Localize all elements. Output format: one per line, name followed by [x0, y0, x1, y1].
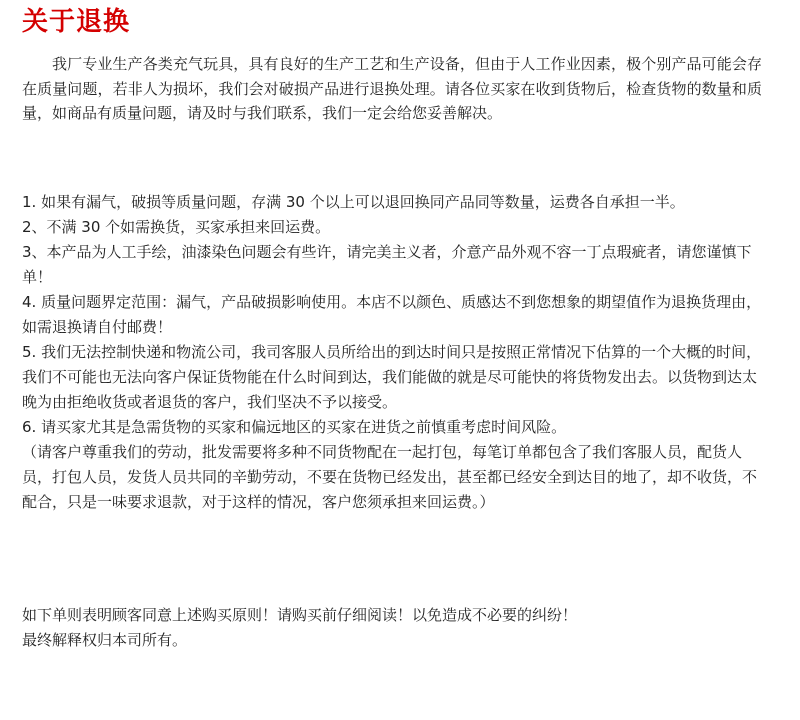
policy-item-6: 6. 请买家尤其是急需货物的买家和偏远地区的买家在进货之前慎重考虑时间风险。: [22, 418, 567, 436]
closing-statement: 如下单则表明顾客同意上述购买原则！请购买前仔细阅读！以免造成不必要的纠纷！: [22, 606, 578, 624]
page-title: 关于退换: [22, 7, 131, 37]
policy-list: [22, 190, 762, 515]
policy-note: （请客户尊重我们的劳动，批发需要将多种不同货物配在一起打包，每笔订单都包含了我们客服人员，配货人员，打包人员，发货人员共同的辛勤劳动，不要在货物已经发出，甚至都已经安全到达目的地了，却不收货，不配合，只是一味要求退款，对于这样的情况，客户您须承担来回运费。）: [22, 443, 758, 511]
policy-item-4: 4. 质量问题界定范围：漏气，产品破损影响使用。本店不以颜色、质感达不到您想象的期望值作为退换货理由，如需退换请自付邮费！: [22, 293, 762, 336]
policy-item-1: 1. 如果有漏气，破损等质量问题，存满 30 个以上可以退回换同产品同等数量，运费各自承担一半。: [22, 193, 685, 211]
intro-paragraph: 我厂专业生产各类充气玩具，具有良好的生产工艺和生产设备，但由于人工作业因素，极个别产品可能会存在质量问题，若非人为损坏，我们会对破损产品进行退换处理。请各位买家在收到货物后，检查货物的数量和质量，如商品有质量问题，请及时与我们联系，我们一定会给您妥善解决。: [22, 55, 762, 122]
policy-item-2: 2、不满 30 个如需换货，买家承担来回运费。: [22, 218, 331, 236]
interpretation-statement: 最终解释权归本司所有。: [22, 631, 188, 649]
closing-section: [22, 603, 762, 653]
policy-item-3: 3、本产品为人工手绘，油漆染色问题会有些许，请完美主义者，介意产品外观不容一丁点瑕疵者，请您谨慎下单！: [22, 243, 752, 286]
policy-item-5: 5. 我们无法控制快递和物流公司，我司客服人员所给出的到达时间只是按照正常情况下估算的一个大概的时间，我们不可能也无法向客户保证货物能在什么时间到达，我们能做的就是尽可能快的将货物发出去。以货物到达太晚为由拒绝收货或者退货的客户，我们坚决不予以接受。: [22, 343, 762, 411]
